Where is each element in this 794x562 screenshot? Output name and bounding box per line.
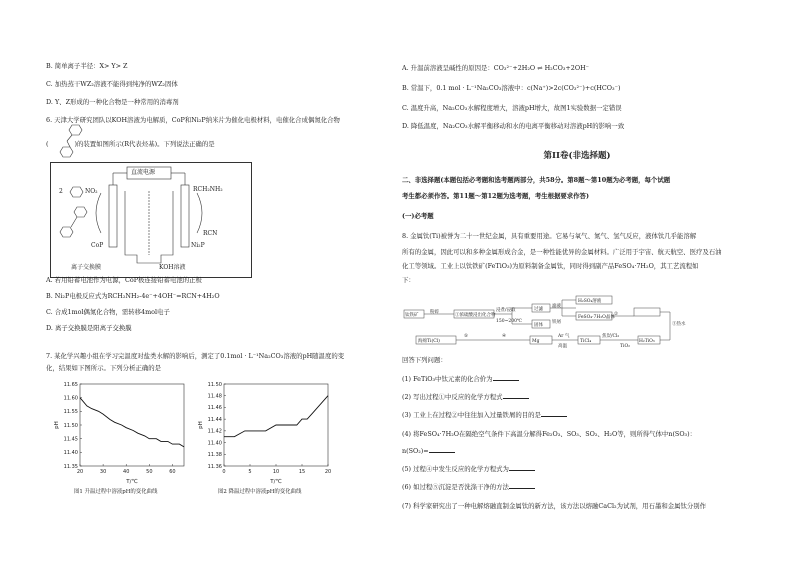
- q6-option-a: A. 若用铅蓄电池作为电源，CoP极连接铅蓄电池的正极: [46, 276, 202, 284]
- q7-option-c: C. 温度升高，Na₂CO₃水解程度增大，溶液pH增大，故图1实验数据一定错误: [402, 104, 622, 112]
- x-tick-label: 50: [146, 469, 153, 475]
- flow-feso4-crystal: FeSO₄·7H₂O晶体: [578, 315, 615, 320]
- y-tick-label: 11.46: [207, 405, 222, 412]
- q7-stem-line1: 7. 某化学兴趣小组在学习完温度对盐类水解的影响后，测定了0.1mol · L⁻¹Na₂CO₃溶液的pH随温度的变: [46, 352, 345, 360]
- flow-sponge-ti: 海绵Ti(Cl): [418, 339, 440, 344]
- q8-line2: 所有的金属，因此可以和多种金属形成合金，是一种性能优异的金属材料。广泛用于宇宙、航天航空、医疗及石油: [402, 248, 722, 256]
- sub-question-5: [402, 464, 535, 474]
- figure1-caption: 图1 升温过程中溶液pH的变化曲线: [74, 489, 158, 495]
- y-tick-label: 11.40: [63, 450, 78, 457]
- y-tick-label: 11.36: [207, 463, 222, 470]
- answer-blank[interactable]: [429, 446, 455, 453]
- flow-solid: 固体: [534, 323, 543, 328]
- q5-option-d: D. Y、Z形成的一种化合物是一种常用的消毒剂: [46, 98, 179, 106]
- electrolysis-diagram: [50, 162, 252, 278]
- sub6-text: (6) 如过程⑤沉淀是否洗涤干净的方法: [402, 483, 509, 491]
- series-line: [80, 398, 184, 447]
- sub5-text: (5) 过程④中发生反应的化学方程式为: [402, 465, 509, 473]
- y-tick-label: 11.35: [63, 463, 78, 470]
- flow-step2: ②: [614, 312, 619, 317]
- q5-option-c: C. 加热蒸干WZ₂溶液不能得到纯净的WZ₂固体: [46, 80, 178, 88]
- answer-blank[interactable]: [503, 392, 529, 399]
- y-tick-label: 11.48: [207, 393, 222, 400]
- nitrile-label: RCN: [203, 230, 218, 237]
- y-axis-label: pH: [198, 421, 204, 429]
- power-supply-label: 直流电源: [131, 169, 156, 176]
- y-tick-label: 11.45: [63, 436, 78, 443]
- q8-line4: 下：: [402, 276, 415, 284]
- process-flowchart: [402, 290, 752, 352]
- series-line: [224, 396, 328, 437]
- sub3-text: (3) 工业上在过程②中往往加入过量铁屑的目的是: [402, 411, 541, 419]
- x-tick-label: 60: [169, 469, 176, 475]
- flow-grind: 粉碎: [430, 310, 439, 315]
- q5-option-b: B. 简单离子半径：X> Y> Z: [46, 62, 128, 70]
- y-tick-label: 11.60: [63, 395, 78, 402]
- x-axis-label: T/℃: [126, 479, 138, 485]
- flow-coke: 焦炭/Cl₂: [602, 334, 620, 339]
- flow-mg: Mg: [532, 339, 540, 344]
- flow-step5: ⑤: [464, 334, 469, 339]
- required-heading: (一)必考题: [402, 212, 434, 220]
- x-tick-label: 40: [123, 469, 130, 475]
- section-title: 第II卷(非选择题): [543, 151, 611, 161]
- y-axis-label: pH: [54, 421, 60, 429]
- answer-blank[interactable]: [509, 482, 535, 489]
- q7-option-d: D. 降低温度，Na₂CO₃水解平衡移动和水的电离平衡移动对溶液pH的影响一致: [402, 122, 625, 130]
- answer-blank[interactable]: [509, 464, 535, 471]
- y-tick-label: 11.50: [207, 381, 222, 388]
- part2-line2: 考生都必须作答。第11题～第12题为选考题，考生根据要求作答): [402, 192, 589, 200]
- x-tick-label: 20: [76, 469, 84, 475]
- sub-question-3: [402, 410, 567, 420]
- x-tick-label: 15: [298, 469, 306, 475]
- sub-question-4-line2: [402, 446, 455, 456]
- q8-line3: 化工等领域。工业上以钛铁矿(FeTiO₃)为原料制备金属钛，同时得到副产品FeSO₄·7H₂O，其工艺流程如: [402, 262, 699, 270]
- cop-electrode-label: CoP: [91, 242, 104, 249]
- reactant-coefficient: 2: [59, 188, 63, 195]
- sub4-text: n(SO₂)=: [402, 447, 429, 455]
- part2-line1: 二、非选择题(本题包括必考题和选考题两部分，共58分。第8题～第10题为必考题，每个试题: [402, 176, 671, 184]
- x-tick-label: 10: [272, 469, 280, 475]
- sub-question-7: (7) 科学家研究出了一种电解熔融直制金属钛的新方法，该方法以熔融CaCl₂为试剂，用石墨和金属钛分别作: [402, 502, 707, 510]
- flow-filter: 过滤: [534, 307, 543, 312]
- x-axis-label: T/℃: [270, 479, 282, 485]
- plot-frame: [80, 384, 184, 466]
- y-tick-label: 11.38: [207, 452, 222, 459]
- q6-stem-text: )的装置如图所示(R代表烃基)。下列说法正确的是: [74, 140, 215, 148]
- q6-option-d: D. 离子交换膜是阳离子交换膜: [46, 324, 132, 332]
- sub-question-6: [402, 482, 535, 492]
- y-tick-label: 11.40: [207, 440, 222, 447]
- flow-iron-scrap: 铁屑: [552, 320, 561, 325]
- flow-acid-leach: ①浓硫酸浸出化合物: [455, 313, 496, 318]
- x-tick-label: 30: [99, 469, 107, 475]
- q8-line1: 8. 金属钛(Ti)被誉为二十一世纪金属，具有重要用途。它易与氧气、氮气、氢气反应，液体钛几乎能溶解: [402, 232, 697, 240]
- answer-blank[interactable]: [493, 374, 519, 381]
- sub-question-2: [402, 392, 529, 402]
- koh-solution-label: KOH溶液: [159, 264, 186, 271]
- q7-option-b: B. 常温下，0.1 mol · L⁻¹Na₂CO₃溶液中：c(Na⁺)>2c(CO₃²⁻)+c(HCO₃⁻): [402, 84, 621, 92]
- q6-option-b: B. Ni₂P电极反应式为RCH₂NH₂-4e⁻+4OH⁻=RCN+4H₂O: [46, 292, 220, 300]
- y-tick-label: 11.44: [207, 416, 222, 423]
- flow-leaching: 浸煮/浸取: [496, 308, 516, 313]
- y-tick-label: 11.55: [63, 409, 78, 416]
- q7-option-a: A. 升温前溶液呈碱性的原因是：CO₃²⁻+2H₂O ⇌ H₂CO₃+2OH⁻: [402, 64, 590, 72]
- ni2p-electrode-label: Ni₂P: [191, 242, 205, 249]
- flow-h2so4: H₂SO₄溶液: [578, 299, 602, 304]
- y-tick-label: 11.65: [63, 381, 78, 388]
- flow-h2tio3: H₂TiO₃: [639, 339, 655, 344]
- x-tick-label: 20: [324, 469, 332, 475]
- flow-high-temp: 高温: [558, 344, 567, 349]
- flow-step4: ④: [502, 334, 507, 339]
- sub-question-1: [402, 374, 519, 384]
- answer-intro: 回答下列问题：: [402, 356, 447, 364]
- flow-temperature: 150~200℃: [496, 319, 522, 324]
- q6-stem-line1: 6. 天津大学研究团队以KOH溶液为电解质，CoP和Ni₂P纳米片为催化电极材料，电催化合成偶氮化合物: [46, 116, 340, 124]
- answer-blank[interactable]: [541, 410, 567, 417]
- flow-ilmenite: 钛铁矿: [405, 313, 419, 318]
- flow-tio2: TiO₂: [620, 344, 630, 349]
- x-tick-label: 5: [248, 469, 252, 475]
- y-tick-label: 11.50: [63, 422, 78, 429]
- amine-label: RCH₂NH₂: [193, 186, 223, 193]
- flow-liquid: 滤液: [552, 304, 561, 309]
- nitro-group-label: NO₂: [85, 188, 98, 195]
- q6-stem-line2: [46, 140, 215, 149]
- flow-hot-water: ③热水: [672, 322, 686, 327]
- paren-open: (: [46, 140, 49, 148]
- chart-cooling-ph: [194, 378, 334, 486]
- sub-question-4-line1: (4) 将FeSO₄·7H₂O在隔绝空气条件下高温分解得Fe₂O₃、SO₃、SO₂、H₂O等，则所得气体中n(SO₃)：: [402, 430, 696, 438]
- flow-ticl4: TiCl₄: [580, 339, 592, 344]
- sub1-text: (1) FeTiO₃中钛元素的化合价为: [402, 375, 493, 383]
- flow-argon: Ar 气: [558, 334, 570, 339]
- chart-heating-ph: [50, 378, 190, 486]
- figure2-caption: 图2 降温过程中溶液pH的变化曲线: [218, 489, 302, 495]
- q6-option-c: C. 合成1mol偶氮化合物，需转移4mol电子: [46, 308, 170, 316]
- q7-stem-line2: 化，结果如下图所示。下列分析正确的是: [46, 364, 162, 372]
- membrane-label: 离子交换膜: [71, 264, 102, 271]
- y-tick-label: 11.42: [207, 428, 222, 435]
- sub2-text: (2) 写出过程①中反应的化学方程式: [402, 393, 503, 401]
- x-tick-label: 0: [222, 469, 226, 475]
